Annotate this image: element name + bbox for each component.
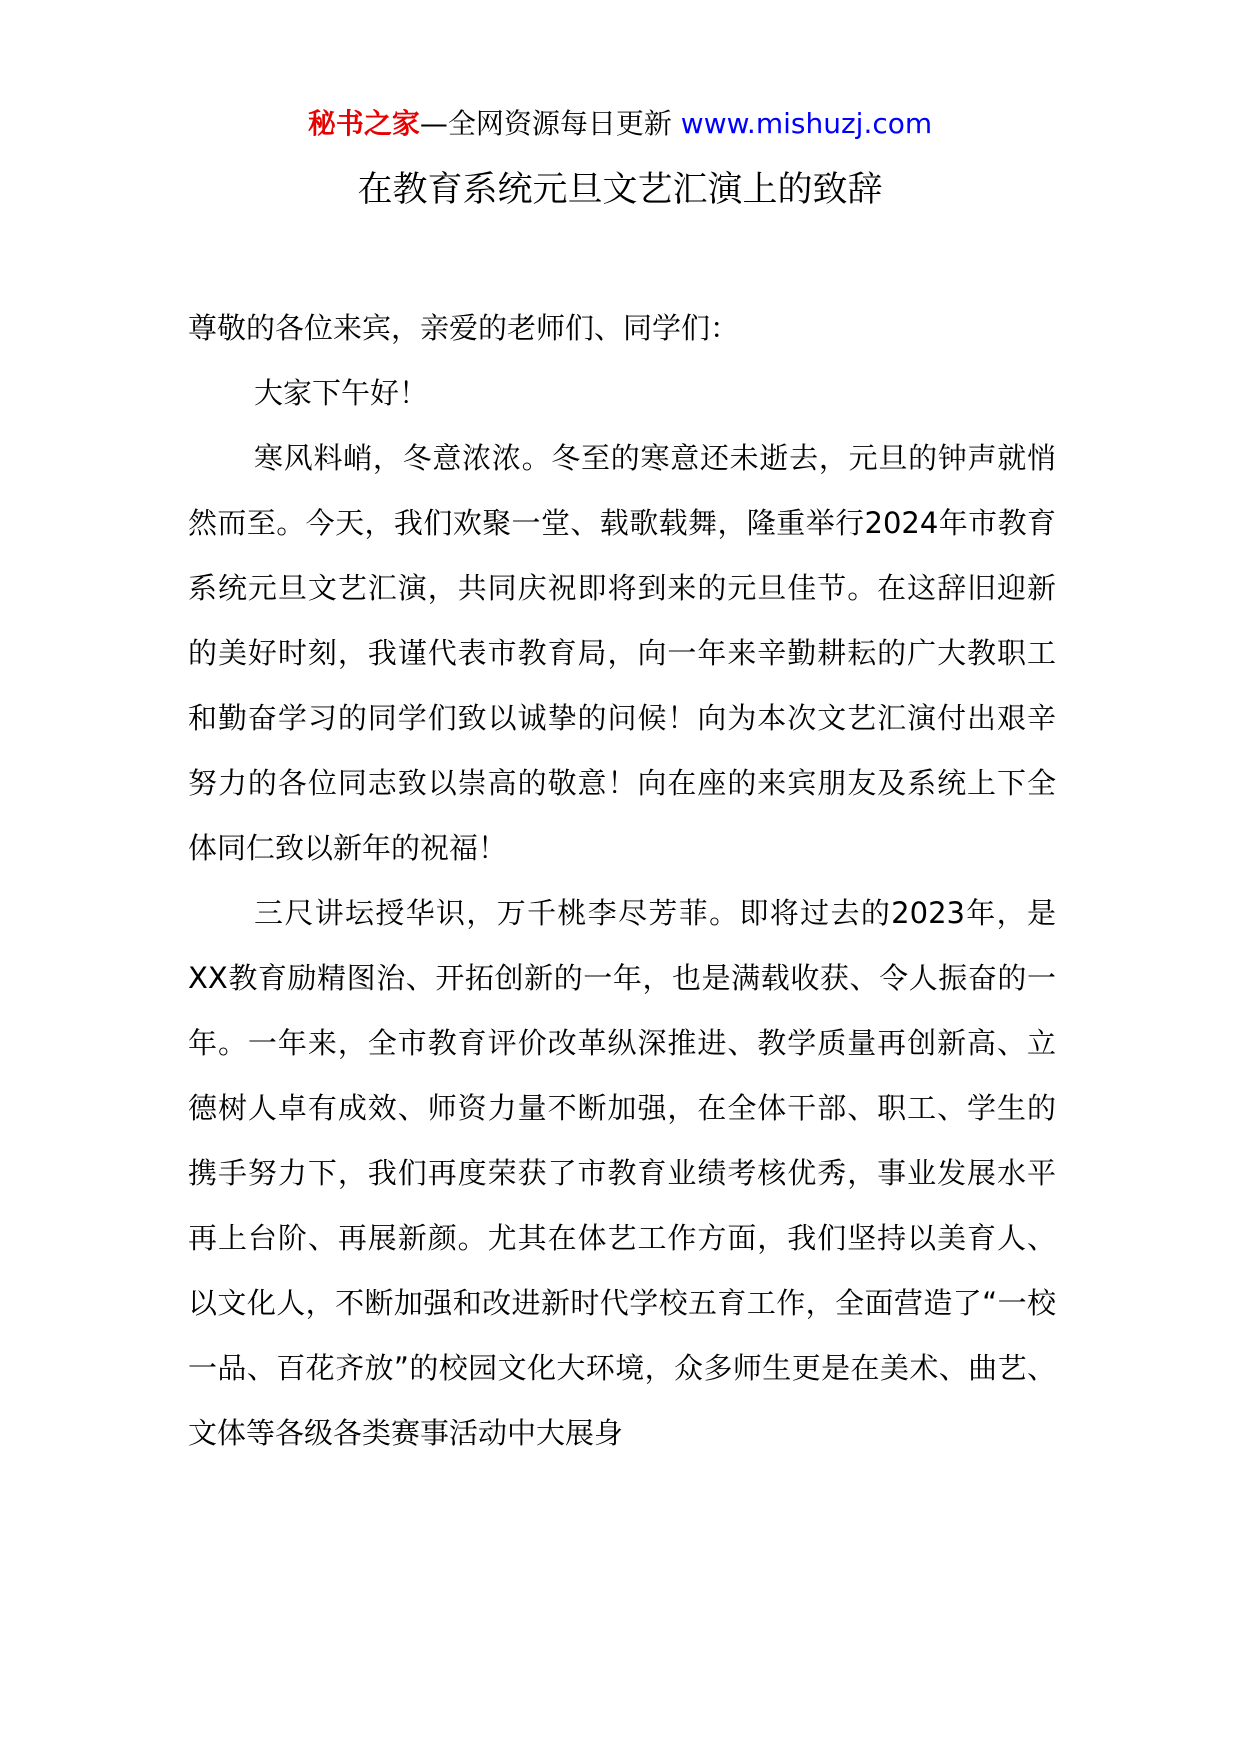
site-url-link[interactable]: www.mishuzj.com [680,107,933,140]
site-brand: 秘书之家 [307,107,420,140]
site-header [0,104,1240,144]
document-title: 在教育系统元旦文艺汇演上的致辞 [357,170,883,210]
paragraph-opening: 寒风料峭，冬意浓浓。冬至的寒意还未逝去，元旦的钟声就悄然而至。今天，我们欢聚一堂、载歌载舞，隆重举行2024年市教育系统元旦文艺汇演，共同庆祝即将到来的元旦佳节。在这辞旧迎新的美好时刻，我谨代表市教育局，向一年来辛勤耕耘的广大教职工和勤奋学习的同学们致以诚挚的问候！向为本次文艺汇演付出艰辛努力的各位同志致以崇高的敬意！向在座的来宾朋友及系统上下全体同仁致以新年的祝福！ [188,441,1056,865]
salutation: 尊敬的各位来宾，亲爱的老师们、同学们： [188,311,740,345]
document-body [188,296,1056,1466]
paragraph-greeting: 大家下午好！ [254,376,429,410]
site-tagline: —全网资源每日更新 [419,107,672,140]
paragraph-review: 三尺讲坛授华识，万千桃李尽芳菲。即将过去的2023年，是XX教育励精图治、开拓创新的一年，也是满载收获、令人振奋的一年。一年来，全市教育评价改革纵深推进、教学质量再创新高、立德树人卓有成效、师资力量不断加强，在全体干部、职工、学生的携手努力下，我们再度荣获了市教育业绩考核优秀，事业发展水平再上台阶、再展新颜。尤其在体艺工作方面，我们坚持以美育人、以文化人，不断加强和改进新时代学校五育工作，全面营造了“一校一品、百花齐放”的校园文化大环境，众多师生更是在美术、曲艺、文体等各级各类赛事活动中大展身 [188,896,1056,1450]
